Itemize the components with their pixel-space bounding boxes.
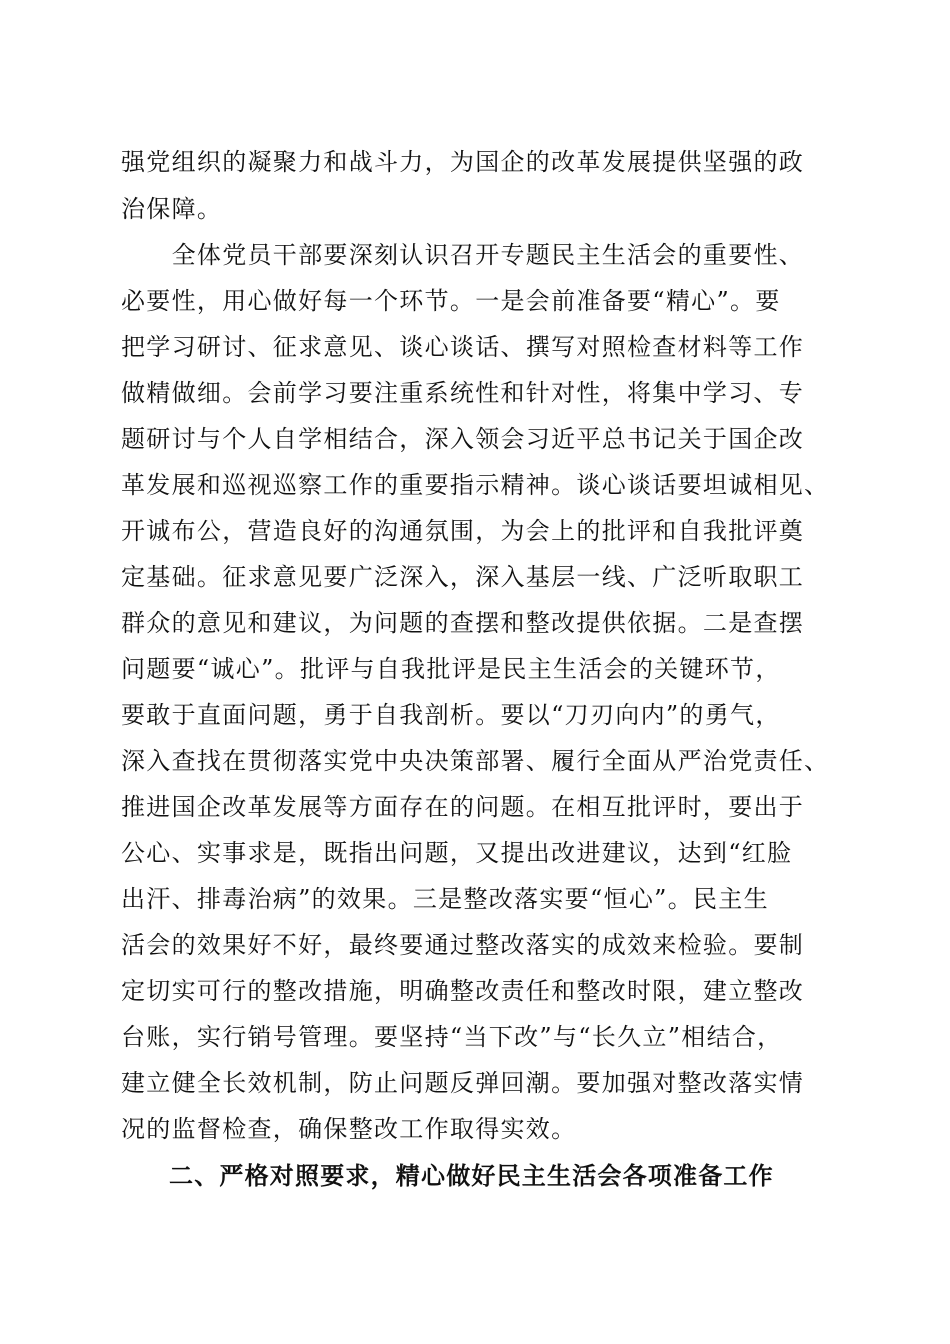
body-line-4: 必要性，用心做好每一个环节。一是会前准备要“精心”。要 [121, 287, 781, 315]
body-line-20: 台账，实行销号管理。要坚持“当下改”与“长久立”相结合， [121, 1023, 783, 1051]
body-line-8: 革发展和巡视巡察工作的重要指示精神。谈心谈话要坦诚相见、 [121, 471, 830, 499]
body-line-15: 推进国企改革发展等方面存在的问题。在相互批评时，要出于 [121, 793, 805, 821]
body-line-19: 定切实可行的整改措施，明确整改责任和整改时限，建立整改 [121, 977, 805, 1005]
body-line-7: 题研讨与个人自学相结合，深入领会习近平总书记关于国企改 [121, 425, 805, 453]
body-line-14: 深入查找在贯彻落实党中央决策部署、履行全面从严治党责任、 [121, 747, 830, 775]
body-line-3: 全体党员干部要深刻认识召开专题民主生活会的重要性、 [121, 241, 805, 269]
body-line-2: 治保障。 [121, 195, 223, 223]
body-line-22: 况的监督检查，确保整改工作取得实效。 [121, 1115, 577, 1143]
body-line-17: 出汗、排毒治病”的效果。三是整改落实要“恒心”。民主生 [121, 885, 769, 913]
body-line-1: 强党组织的凝聚力和战斗力，为国企的改革发展提供坚强的政 [121, 148, 805, 176]
body-line-10: 定基础。征求意见要广泛深入，深入基层一线、广泛听取职工 [121, 563, 805, 591]
body-line-6: 做精做细。会前学习要注重系统性和针对性，将集中学习、专 [121, 379, 805, 407]
section-heading: 二、严格对照要求，精心做好民主生活会各项准备工作 [169, 1162, 774, 1190]
body-line-16: 公心、实事求是，既指出问题，又提出改进建议，达到“红脸 [121, 839, 793, 867]
body-line-12: 问题要“诚心”。批评与自我批评是民主生活会的关键环节， [121, 655, 781, 683]
body-line-5: 把学习研讨、征求意见、谈心谈话、撰写对照检查材料等工作 [121, 333, 805, 361]
body-line-18: 活会的效果好不好，最终要通过整改落实的成效来检验。要制 [121, 931, 805, 959]
body-line-11: 群众的意见和建议，为问题的查摆和整改提供依据。二是查摆 [121, 609, 805, 637]
body-line-13: 要敢于直面问题，勇于自我剖析。要以“刀刃向内”的勇气， [121, 701, 781, 729]
body-line-21: 建立健全长效机制，防止问题反弹回潮。要加强对整改落实情 [121, 1069, 805, 1097]
body-line-9: 开诚布公，营造良好的沟通氛围，为会上的批评和自我批评奠 [121, 517, 805, 545]
